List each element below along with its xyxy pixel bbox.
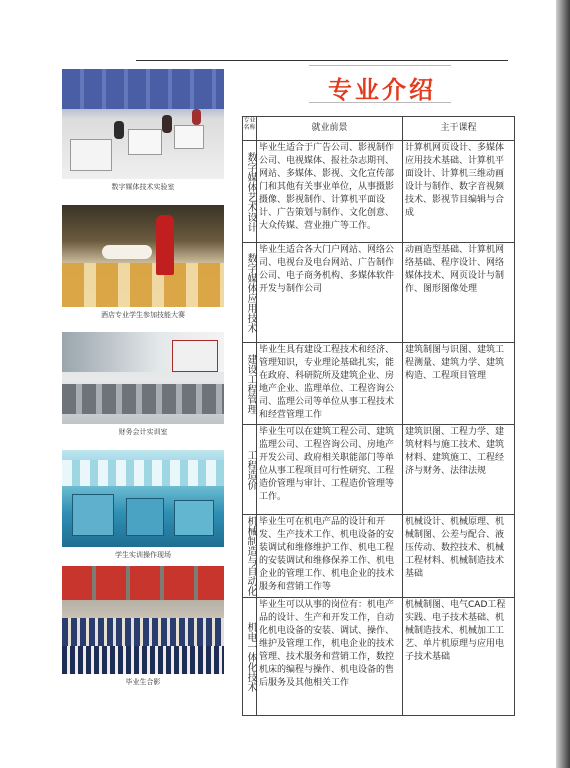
header-career: 就业前景 xyxy=(257,117,403,141)
photo-image xyxy=(62,566,224,674)
table-header-row xyxy=(243,117,515,141)
major-name: 数字媒体应用技术 xyxy=(243,243,257,343)
page-edge-shadow xyxy=(556,0,570,768)
photo-finance-lab xyxy=(62,332,224,437)
career-cell: 毕业生适合于广告公司、影视制作公司、电视媒体、报社杂志期刊、网站、多媒体、影视、文化宣传部门和其他有关事业单位，从事摄影摄像、影视制作、计算机平面设计、广告策划与制作、文化创意、大众传媒、营业推广等工作。 xyxy=(257,141,403,243)
major-name: 数字媒体艺术设计 xyxy=(243,141,257,243)
career-cell: 毕业生可以在建筑工程公司、建筑监理公司、工程咨询公司、房地产开发公司、政府相关职能部门等单位从事工程项目可行性研究、工程造价管理与审计、工程造价管理等工作。 xyxy=(257,425,403,515)
header-courses: 主干课程 xyxy=(403,117,515,141)
major-name: 工程造价 xyxy=(243,425,257,515)
photo-caption: 毕业生合影 xyxy=(125,678,161,686)
courses-cell: 建筑识图、工程力学、建筑材料与施工技术、建筑材料、建筑施工、工程经济与财务、法律法规 xyxy=(403,425,515,515)
courses-cell: 计算机网页设计、多媒体应用技术基础、计算机平面设计、计算机三维动画设计与制作、数字音视频技术、影视节目编辑与合成 xyxy=(403,141,515,243)
majors-table xyxy=(242,116,515,716)
major-name: 机电一体化技术 xyxy=(243,598,257,716)
major-name: 机械制造与自动化 xyxy=(243,515,257,598)
table-row xyxy=(243,243,515,343)
table-row xyxy=(243,598,515,716)
photo-image xyxy=(62,332,224,424)
photo-caption: 学生实训操作现场 xyxy=(115,551,171,559)
table-row xyxy=(243,141,515,243)
courses-cell: 机械制图、电气CAD工程实践、电子技术基础、机械制造技术、机械加工工艺、单片机原理与应用电子技术基础 xyxy=(403,598,515,716)
table-row xyxy=(243,343,515,425)
header-rule xyxy=(136,60,508,61)
career-cell: 毕业生可以从事的岗位有：机电产品的设计、生产和开发工作，自动化机电设备的安装、调试、操作、维护及管理工作，机电企业的技术管理、技术服务和营销工作，数控机床的编程与操作、机电设备的售后服务及其他相关工作 xyxy=(257,598,403,716)
major-name: 建设工程管理 xyxy=(243,343,257,425)
career-cell: 毕业生适合各大门户网站、网络公司、电视台及电台网站、广告制作公司、电子商务机构、多媒体软件开发与制作公司 xyxy=(257,243,403,343)
career-cell: 毕业生可在机电产品的设计和开发、生产技术工作、机电设备的安装调试和维修维护工作、机电工程的安装调试和维修保养工作、机电企业的管理工作、机电企业的技术服务和营销工作等 xyxy=(257,515,403,598)
courses-cell: 建筑制图与识图、建筑工程测量、建筑力学、建筑构造、工程项目管理 xyxy=(403,343,515,425)
photo-image xyxy=(62,69,224,179)
header-major: 专业名称 xyxy=(243,117,257,141)
photo-caption: 酒店专业学生参加技能大赛 xyxy=(101,311,185,319)
photo-image xyxy=(62,205,224,307)
career-cell: 毕业生具有建设工程技术和经济、管理知识，专业理论基础扎实，能在政府、科研院所及建筑企业、房地产企业、监理单位、工程咨询公司、监理公司等单位从事工程技术和经营管理工作 xyxy=(257,343,403,425)
photo-caption: 数字媒体技术实验室 xyxy=(111,183,175,191)
photo-group xyxy=(62,566,224,687)
photo-image xyxy=(62,450,224,547)
table-row xyxy=(243,425,515,515)
courses-cell: 机械设计、机械原理、机械制图、公差与配合、液压传动、数控技术、机械工程材料、机械制造技术基础 xyxy=(403,515,515,598)
photo-caption: 财务会计实训室 xyxy=(118,428,168,436)
photo-workshop xyxy=(62,450,224,560)
page-title: 专业介绍 xyxy=(328,76,436,104)
photo-banquet-contest xyxy=(62,205,224,320)
courses-cell: 动画造型基础、计算机网络基础、程序设计、网络媒体技术、网页设计与制作、图形图像处理 xyxy=(403,243,515,343)
table-row xyxy=(243,515,515,598)
photo-computer-lab xyxy=(62,69,224,192)
